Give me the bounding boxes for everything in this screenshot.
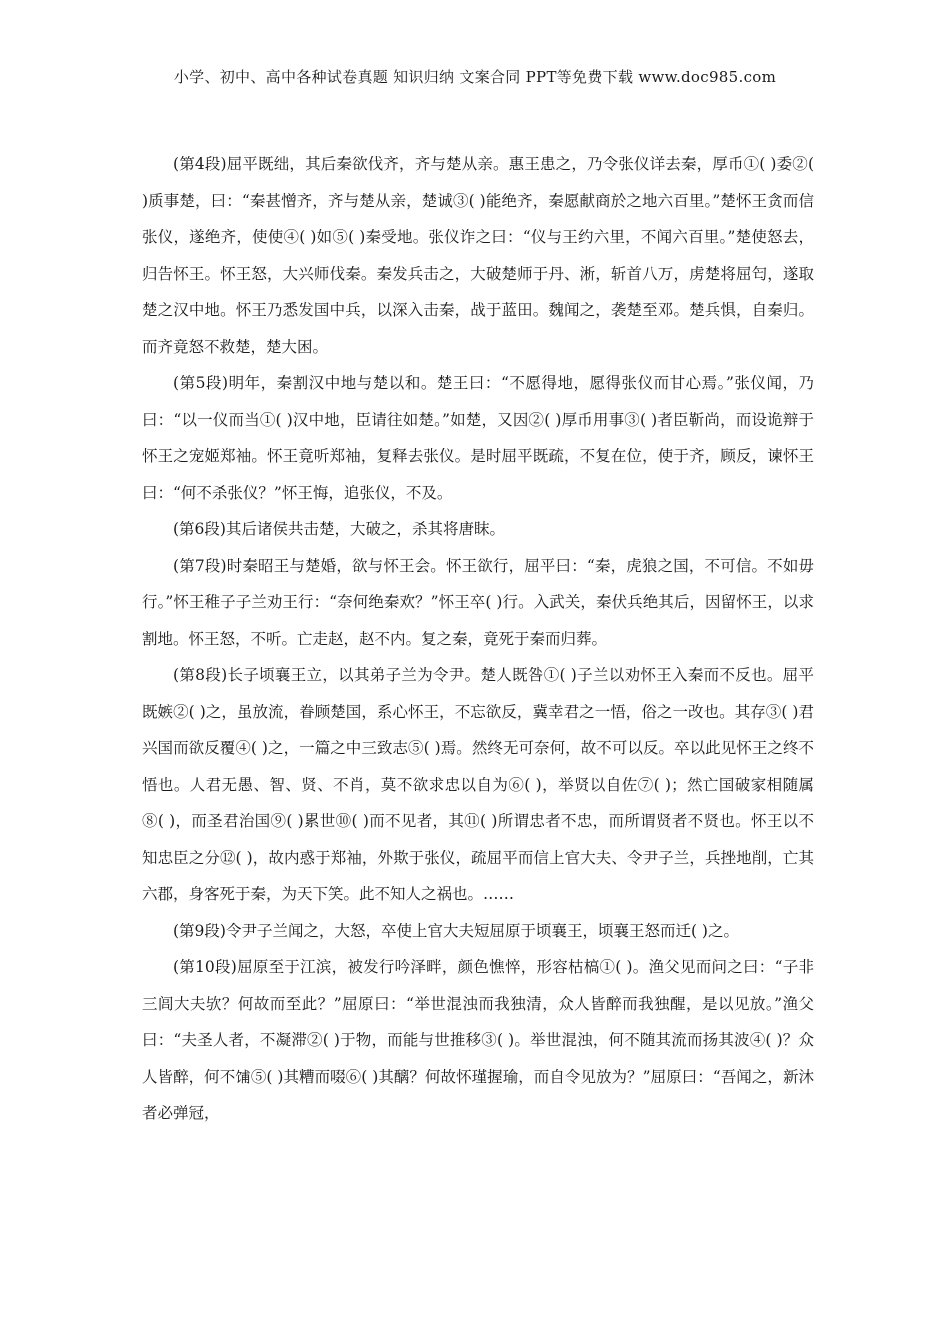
paragraph-9: (第9段)令尹子兰闻之，大怒，卒使上官大夫短屈原于顷襄王，顷襄王怒而迁( )之。 bbox=[173, 921, 739, 940]
paragraph-7: (第7段)时秦昭王与楚婚，欲与怀王会。怀王欲行，屈平曰：“秦，虎狼之国，不可信。不如毋行。”怀王稚子子兰劝王行：“奈何绝秦欢？”怀王卒( )行。入武关，秦伏兵绝其后，因留怀王，以求割地。怀王怒，不听。亡走赵，赵不内。复之秦，竟死于秦而归葬。 bbox=[142, 556, 814, 648]
paragraph-10: (第10段)屈原至于江滨，被发行吟泽畔，颜色憔悴，形容枯槁①( )。渔父见而问之曰：“子非三闾大夫欤？何故而至此？”屈原曰：“举世混浊而我独清，众人皆醉而我独醒，是以见放。”渔父曰：“夫圣人者，不凝滞②( )于物，而能与世推移③( )。举世混浊，何不随其流而扬其波④( )？众人皆醉，何不𫗦⑤( )其糟而啜⑥( )其醨？何故怀瑾握瑜，而自令见放为？”屈原曰：“吾闻之，新沐者必弹冠， bbox=[142, 958, 814, 1122]
paragraph-4: (第4段)屈平既绌，其后秦欲伐齐，齐与楚从亲。惠王患之，乃令张仪详去秦，厚币①( )委②( )质事楚，曰：“秦甚憎齐，齐与楚从亲，楚诚③( )能绝齐，秦愿献商於之地六百里。”楚怀王贪而信张仪，遂绝齐，使使④( )如⑤( )秦受地。张仪诈之曰：“仪与王约六里，不闻六百里。”楚使怒去，归告怀王。怀王怒，大兴师伐秦。秦发兵击之，大破楚师于丹、淅，斩首八万，虏楚将屈匄，遂取楚之汉中地。怀王乃悉发国中兵，以深入击秦，战于蓝田。魏闻之，袭楚至邓。楚兵惧，自秦归。而齐竟怒不救楚，楚大困。 bbox=[142, 155, 814, 356]
article-body bbox=[142, 146, 814, 1132]
paragraph-6: (第6段)其后诸侯共击楚，大破之，杀其将唐眜。 bbox=[173, 520, 505, 538]
paragraph-5: (第5段)明年，秦割汉中地与楚以和。楚王曰：“不愿得地，愿得张仪而甘心焉。”张仪闻，乃曰：“以一仪而当①( )汉中地，臣请往如楚。”如楚，又因②( )厚币用事③( )者臣靳尚，而设诡辩于怀王之宠姬郑袖。怀王竟听郑袖，复释去张仪。是时屈平既疏，不复在位，使于齐，顾反，谏怀王曰：“何不杀张仪？”怀王悔，追张仪，不及。 bbox=[142, 374, 814, 502]
page-header: 小学、初中、高中各种试卷真题 知识归纳 文案合同 PPT等免费下载 www.doc985.com bbox=[173, 68, 777, 86]
paragraph-8: (第8段)长子顷襄王立，以其弟子兰为令尹。楚人既咎①( )子兰以劝怀王入秦而不反也。屈平既嫉②( )之，虽放流，眷顾楚国，系心怀王，不忘欲反，冀幸君之一悟，俗之一改也。其存③( )君兴国而欲反覆④( )之，一篇之中三致志⑤( )焉。然终无可奈何，故不可以反。卒以此见怀王之终不悟也。人君无愚、智、贤、不肖，莫不欲求忠以自为⑥( )，举贤以自佐⑦( )；然亡国破家相随属⑧( )，而圣君治国⑨( )累世⑩( )而不见者，其⑪( )所谓忠者不忠，而所谓贤者不贤也。怀王以不知忠臣之分⑫( )，故内惑于郑袖，外欺于张仪，疏屈平而信上官大夫、令尹子兰，兵挫地削，亡其六郡，身客死于秦，为天下笑。此不知人之祸也。…… bbox=[142, 666, 814, 903]
